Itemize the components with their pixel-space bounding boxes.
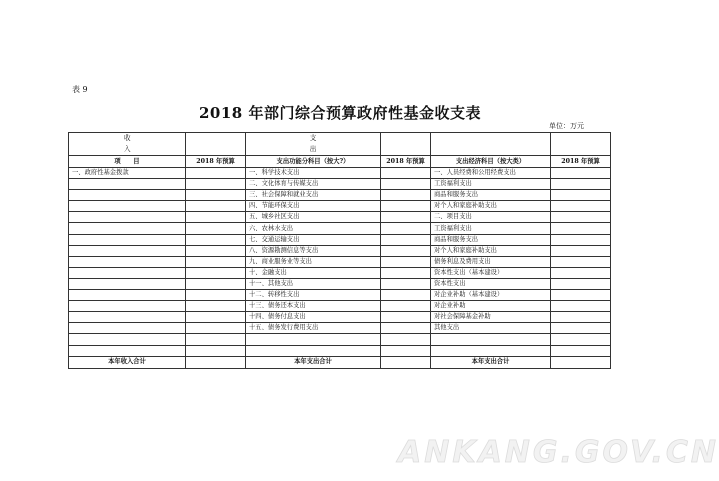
table-row — [69, 323, 611, 334]
row-item — [69, 245, 186, 256]
row-income-budget — [186, 290, 246, 301]
table-row — [69, 234, 611, 245]
row-item — [69, 334, 186, 345]
column-header-economic-category: 支出经济科目（按大类） — [431, 156, 551, 168]
row-economic-budget — [551, 201, 611, 212]
row-functional-budget — [381, 256, 431, 267]
row-economic-budget — [551, 223, 611, 234]
row-economic-budget — [551, 312, 611, 323]
table-row — [69, 256, 611, 267]
row-functional-budget — [381, 245, 431, 256]
row-functional-category: 五、城乡社区支出 — [246, 212, 381, 223]
row-item — [69, 212, 186, 223]
row-functional-category: 二、文化体育与传媒支出 — [246, 179, 381, 190]
row-economic-category: 对企业补助 — [431, 301, 551, 312]
table-row — [69, 290, 611, 301]
row-economic-budget — [551, 245, 611, 256]
row-economic-category: 一、人员经费和公用经费支出 — [431, 168, 551, 179]
row-functional-budget — [381, 278, 431, 289]
row-functional-budget — [381, 345, 431, 356]
income-header-char-1: 收 — [124, 134, 131, 142]
row-functional-category: 八、资源勘测信息等支出 — [246, 245, 381, 256]
row-economic-category: 对企业补助（基本建设） — [431, 290, 551, 301]
row-functional-budget — [381, 190, 431, 201]
row-functional-category: 十、金融支出 — [246, 267, 381, 278]
table-row — [69, 223, 611, 234]
row-economic-category: 二、项目支出 — [431, 212, 551, 223]
row-item — [69, 290, 186, 301]
table-row — [69, 201, 611, 212]
row-economic-budget — [551, 323, 611, 334]
table-row — [69, 179, 611, 190]
row-functional-category: 十三、债务还本支出 — [246, 301, 381, 312]
row-functional-category: 三、社会保障和就业支出 — [246, 190, 381, 201]
row-functional-budget — [381, 301, 431, 312]
table-row — [69, 267, 611, 278]
row-functional-budget — [381, 312, 431, 323]
column-header-functional-category: 支出功能分科目（按大?） — [246, 156, 381, 168]
row-income-budget — [186, 179, 246, 190]
row-item — [69, 345, 186, 356]
column-header-item: 项 目 — [69, 156, 186, 168]
row-functional-budget — [381, 323, 431, 334]
row-functional-category: 十五、债务发行费用支出 — [246, 323, 381, 334]
row-functional-category — [246, 334, 381, 345]
row-economic-category — [431, 334, 551, 345]
row-functional-category: 四、节能环保支出 — [246, 201, 381, 212]
row-functional-budget — [381, 234, 431, 245]
table-row — [69, 190, 611, 201]
row-item — [69, 301, 186, 312]
row-functional-category: 七、交通运输支出 — [246, 234, 381, 245]
row-income-budget — [186, 245, 246, 256]
row-economic-category: 商品和服务支出 — [431, 234, 551, 245]
row-item — [69, 323, 186, 334]
row-functional-category: 十一、其他支出 — [246, 278, 381, 289]
row-item: 一、政府性基金拨款 — [69, 168, 186, 179]
row-income-budget — [186, 212, 246, 223]
row-income-budget — [186, 267, 246, 278]
row-functional-budget — [381, 212, 431, 223]
row-economic-budget — [551, 290, 611, 301]
row-functional-category: 十二、转移性支出 — [246, 290, 381, 301]
row-functional-category: 一、科学技术支出 — [246, 168, 381, 179]
row-functional-budget — [381, 168, 431, 179]
row-income-budget — [186, 201, 246, 212]
header-blank-cell — [381, 133, 431, 156]
column-header-budget-income: 2018 年预算 — [186, 156, 246, 168]
row-economic-category: 资本性支出（基本建设） — [431, 267, 551, 278]
budget-table — [68, 132, 611, 369]
header-blank-cell — [431, 133, 551, 156]
row-income-budget — [186, 223, 246, 234]
row-functional-budget — [381, 334, 431, 345]
unit-label: 单位：万元 — [549, 122, 584, 130]
row-economic-budget — [551, 278, 611, 289]
site-watermark: ANKANG.GOV.CN — [398, 435, 719, 470]
income-header-char-2: 入 — [124, 145, 131, 153]
row-functional-category: 九、商业服务业等支出 — [246, 256, 381, 267]
row-income-budget — [186, 301, 246, 312]
row-economic-category: 工资福利支出 — [431, 223, 551, 234]
row-functional-category: 十四、债务付息支出 — [246, 312, 381, 323]
row-economic-category: 商品和服务支出 — [431, 190, 551, 201]
row-functional-budget — [381, 223, 431, 234]
total-income-label: 本年收入合计 — [69, 356, 186, 368]
header-blank-cell — [551, 133, 611, 156]
document-title: 2018 年部门综合预算政府性基金收支表 — [199, 104, 481, 122]
row-item — [69, 223, 186, 234]
row-functional-budget — [381, 290, 431, 301]
income-group-header — [69, 133, 186, 156]
total-functional-value — [381, 356, 431, 368]
row-item — [69, 179, 186, 190]
row-income-budget — [186, 190, 246, 201]
expense-header-char-2: 出 — [309, 145, 317, 153]
row-economic-category: 其他支出 — [431, 323, 551, 334]
total-functional-label: 本年支出合计 — [246, 356, 381, 368]
row-economic-category: 对个人和家庭补助支出 — [431, 245, 551, 256]
totals-row — [69, 356, 611, 368]
row-economic-budget — [551, 168, 611, 179]
table-row — [69, 278, 611, 289]
row-economic-budget — [551, 267, 611, 278]
row-income-budget — [186, 312, 246, 323]
row-economic-category: 资本性支出 — [431, 278, 551, 289]
column-header-row — [69, 156, 611, 168]
table-row — [69, 245, 611, 256]
total-income-value — [186, 356, 246, 368]
table-row — [69, 312, 611, 323]
row-income-budget — [186, 323, 246, 334]
row-functional-budget — [381, 267, 431, 278]
row-functional-budget — [381, 201, 431, 212]
row-economic-budget — [551, 190, 611, 201]
row-item — [69, 312, 186, 323]
column-header-budget-economic: 2018 年预算 — [551, 156, 611, 168]
row-income-budget — [186, 168, 246, 179]
row-economic-budget — [551, 212, 611, 223]
column-header-budget-functional: 2018 年预算 — [381, 156, 431, 168]
total-economic-value — [551, 356, 611, 368]
header-blank-cell — [186, 133, 246, 156]
row-item — [69, 278, 186, 289]
row-income-budget — [186, 345, 246, 356]
header-group-row — [69, 133, 611, 156]
expense-header-char-1: 支 — [309, 134, 317, 142]
row-item — [69, 190, 186, 201]
row-item — [69, 267, 186, 278]
row-functional-category — [246, 345, 381, 356]
row-economic-category: 工资福利支出 — [431, 179, 551, 190]
row-economic-category: 对个人和家庭补助支出 — [431, 201, 551, 212]
row-economic-budget — [551, 179, 611, 190]
table-number-label: 表 9 — [72, 85, 88, 94]
table-row — [69, 168, 611, 179]
table-row — [69, 212, 611, 223]
row-economic-category — [431, 345, 551, 356]
row-income-budget — [186, 278, 246, 289]
row-item — [69, 256, 186, 267]
row-economic-budget — [551, 234, 611, 245]
row-economic-budget — [551, 345, 611, 356]
row-economic-category: 对社会保障基金补助 — [431, 312, 551, 323]
row-income-budget — [186, 256, 246, 267]
row-economic-budget — [551, 334, 611, 345]
row-item — [69, 201, 186, 212]
table-row — [69, 345, 611, 356]
row-functional-category: 六、农林水支出 — [246, 223, 381, 234]
row-economic-budget — [551, 256, 611, 267]
table-row — [69, 301, 611, 312]
row-economic-budget — [551, 301, 611, 312]
total-economic-label: 本年支出合计 — [431, 356, 551, 368]
expense-group-header — [246, 133, 381, 156]
table-row — [69, 334, 611, 345]
row-economic-category: 债务利息及费用支出 — [431, 256, 551, 267]
row-functional-budget — [381, 179, 431, 190]
row-income-budget — [186, 334, 246, 345]
row-item — [69, 234, 186, 245]
row-income-budget — [186, 234, 246, 245]
